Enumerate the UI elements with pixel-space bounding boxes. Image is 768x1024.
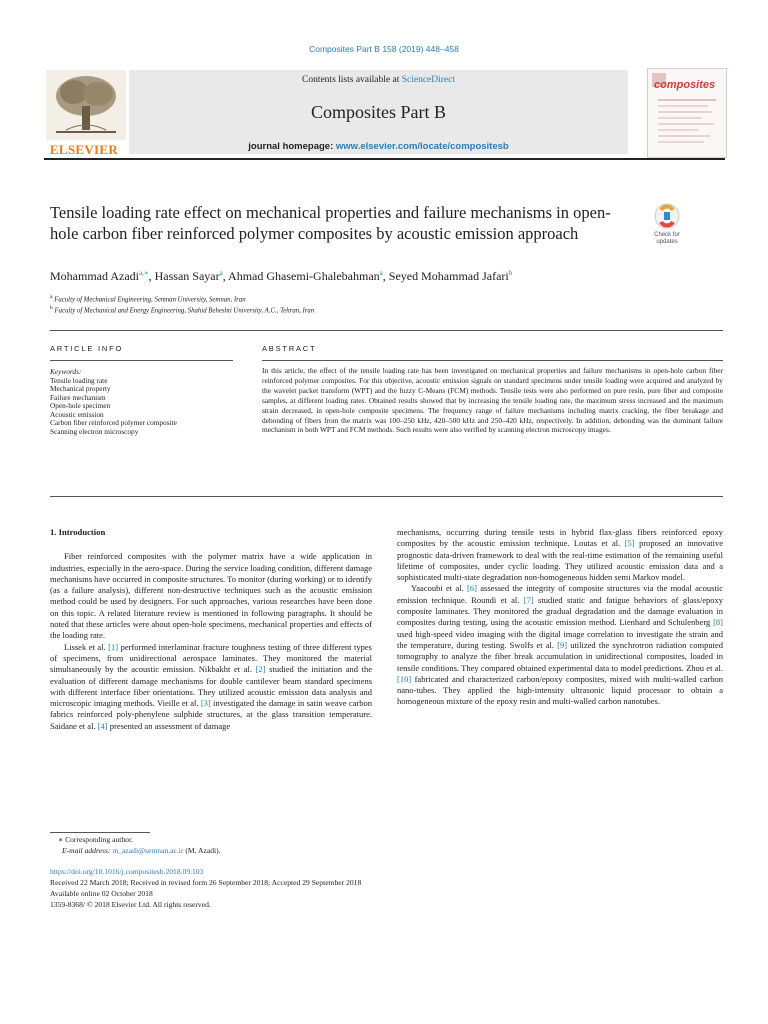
paragraph: mechanisms, occurring during tensile tests in hybrid flax-glass fibers reinforced epoxy composites by the acoustic emission technique. Loutas et al. [5] proposed an innovative prognostic data-driven framework to deal with the real-time estimation of the remaining useful lifetime of composites, under cyclic loading. They utilized acoustic emission data and a sophisticated multi-state degradation non-homogeneous hidden semi Markov model.: [397, 527, 723, 583]
body-right-column: [397, 527, 723, 708]
paragraph: Yaacoubi et al. [6] assessed the integrity of composite structures via the modal acoustic emission technique. Roundi et al. [7] studied static and fatigue behaviors of glass/epoxy composite laminates. They monitored the gradual degradation and the damage evaluation in composites during testing, using the acoustic emission method. Lienhard and Schulenberg [8] used high-speed video imaging with the digital image correlation to investigate the strain and the temperature, during testing. Swolfs et al. [9] utilized the synchrotron radiation computed tomography to analyze the fiber break accumulation in unidirectional composites, loaded in tensile conditions. They compared obtained experimental data to model predictions. Zhou et al. [10] fabricated and characterized carbon/epoxy composites, mixed with multi-walled carbon nano-tubes. They applied the high-intensity ultrasonic liquid processor to obtain a homogeneous mixture of the epoxy resin and multi-walled carbon nanotubes.: [397, 583, 723, 707]
author-name: Mohammad Azadi: [50, 269, 139, 283]
author-name: Hassan Sayar: [154, 269, 220, 283]
author-affiliation-marker[interactable]: a: [379, 269, 383, 277]
doi-link[interactable]: https://doi.org/10.1016/j.compositesb.2018.09.103: [50, 867, 204, 876]
paragraph: Lissek et al. [1] performed interlaminar fracture toughness testing of three different types of specimens, from unidirectional aerospace laminates. They monitored the material simultaneously by the acoustic emission. Nikbakht et al. [2] studied the initiation and the evaluation of different damage mechanisms for double cantilever beam standard specimens with different interface fiber orientations. They utilized acoustic emission data analysis and microscopic imaging methods. Vieille et al. [3] investigated the damage in satin weave carbon fabrics reinforced poly-phenylene sulphide structures, at the glass transition temperature. Saidane et al. [4] presented an assessment of damage: [50, 641, 373, 731]
journal-homepage: journal homepage: www.elsevier.com/locate/compositesb: [248, 141, 509, 152]
abstract-rule: [262, 360, 723, 361]
keyword-item: Carbon fiber reinforced polymer composite: [50, 418, 177, 427]
abstract-divider: [50, 496, 723, 497]
keyword-item: Open-hole specimen: [50, 401, 111, 410]
abstract-text: In this article, the effect of the tensile loading rate has been investigated on mechanical properties and failure mechanisms in open-hole carbon fiber reinforced polymer composites. For this objective, acoustic emission signals on standard specimens under tensile loading were acquired and analyzed by the wavelet packet transform (WPT) and the fuzzy C-Means (FCM) methods. Tensile tests were also performed on pure resin, pure fiber and composite samples, at different loading rates. Obtained results showed that by increasing the tensile loading rate, the maximum stress increased and the maximum strain decreased, in open-hole composite specimens. The frequency range of failure mechanisms including matrix cracking, the fiber breakage and debonding of fibers from the matrix was 100–250 kHz, 420–500 kHz and 250–420 kHz, respectively. In addition, debonding was the dominant failure mechanism in both WPT and FCM methods. Such results were also verified by scanning electron microscopy images.: [262, 366, 723, 435]
contents-line: Contents lists available at ScienceDirect: [301, 75, 455, 85]
keyword-item: Scanning electron microscopy: [50, 426, 139, 436]
article-title: Tensile loading rate effect on mechanical properties and failure mechanisms in open-hole carbon fiber reinforced polymer composites by acoustic emission approach: [50, 203, 611, 243]
journal-header: [44, 66, 628, 155]
email-link[interactable]: m_azadi@semnan.ac.ir: [112, 846, 184, 855]
journal-cover-thumbnail[interactable]: [647, 68, 727, 158]
affiliation: $^b$ Faculty of Mechanical and Energy Engineering, Shahid Beheshti University, A.C., Tehran, Iran: [50, 305, 315, 315]
available-online-date: Available online 02 October 2018: [50, 889, 153, 898]
journal-title: Composites Part B: [310, 102, 446, 122]
citation-link[interactable]: [5]: [624, 538, 635, 549]
affiliation-divider: [50, 330, 723, 331]
keyword-item: Tensile loading rate: [50, 375, 108, 385]
body-left-column: [50, 527, 372, 732]
check-for-updates-icon[interactable]: [650, 202, 684, 236]
abstract-heading: ABSTRACT: [262, 344, 317, 353]
keyword-item: Failure mechanism: [50, 392, 106, 402]
citation-link[interactable]: [2]: [255, 664, 266, 675]
author-list: Mohammad Azadi$^{a,∗}$, Hassan Sayar$^a$, Ahmad Ghasemi-Ghalebahman$^a$, Seyed Mohammad Jafari$^b$: [50, 269, 513, 283]
citation-link[interactable]: [7]: [523, 594, 534, 605]
affiliation: $^a$ Faculty of Mechanical Engineering, Semnan University, Semnan, Iran: [50, 294, 246, 304]
elsevier-tree-logo: [46, 70, 126, 157]
citation-link[interactable]: [9]: [557, 639, 568, 650]
author-name: Seyed Mohammad Jafari: [388, 269, 509, 283]
cover-title: composites: [654, 79, 716, 91]
keyword-item: Acoustic emission: [50, 409, 104, 419]
citation-link[interactable]: [3]: [200, 698, 211, 709]
received-dates: Received 22 March 2018; Received in revised form 26 September 2018; Accepted 29 September 2018: [50, 878, 362, 887]
email-note: E-mail address: m_azadi@semnan.ac.ir (M. Azadi).: [62, 846, 221, 855]
citation-link[interactable]: [8]: [713, 617, 723, 628]
author-affiliation-marker[interactable]: a: [219, 269, 223, 277]
elsevier-wordmark: ELSEVIER: [49, 142, 119, 157]
article-info-heading: ARTICLE INFO: [50, 344, 124, 353]
citation-link[interactable]: [4]: [97, 720, 108, 731]
sciencedirect-link[interactable]: ScienceDirect: [401, 75, 455, 85]
check-for-updates-label: Check for updates: [654, 232, 680, 245]
citation-link[interactable]: [6]: [467, 583, 477, 594]
author-affiliation-marker[interactable]: a,∗: [138, 269, 149, 277]
author-affiliation-marker[interactable]: b: [508, 269, 513, 277]
keywords-list: [50, 368, 240, 436]
homepage-link[interactable]: www.elsevier.com/locate/compositesb: [335, 141, 509, 152]
paragraph: Fiber reinforced composites with the polymer matrix have a wide application in industries, especially in the aero-space. During the service loading condition, different damage mechanisms have occurred in composite structures. To monitor (during working) or to identify (as a failure analysis), different non-destructive techniques such as the acoustic emission method could be used by designers. For such approaches, various researches have been done on this topic. A related literature review is mentioned in following paragraphs. It should be noted that these articles were about open-hole specimens, mechanical properties and effects of the loading rate.: [50, 551, 372, 641]
corresponding-author-note: ∗ Corresponding author.: [58, 835, 133, 844]
author-name: Ahmad Ghasemi-Ghalebahman: [228, 269, 380, 283]
header-divider: [44, 158, 725, 160]
article-info-rule: [50, 360, 233, 361]
copyright: 1359-8368/ © 2018 Elsevier Ltd. All rights reserved.: [50, 900, 211, 909]
keywords-label: Keywords:: [50, 367, 82, 376]
journal-reference-link[interactable]: Composites Part B 158 (2019) 448–458: [309, 44, 459, 54]
section-title: 1. Introduction: [50, 527, 106, 537]
footnote-rule: [50, 832, 150, 833]
citation-link[interactable]: [10]: [397, 673, 412, 684]
citation-link[interactable]: [1]: [108, 641, 119, 652]
keyword-item: Mechanical property: [50, 384, 111, 393]
